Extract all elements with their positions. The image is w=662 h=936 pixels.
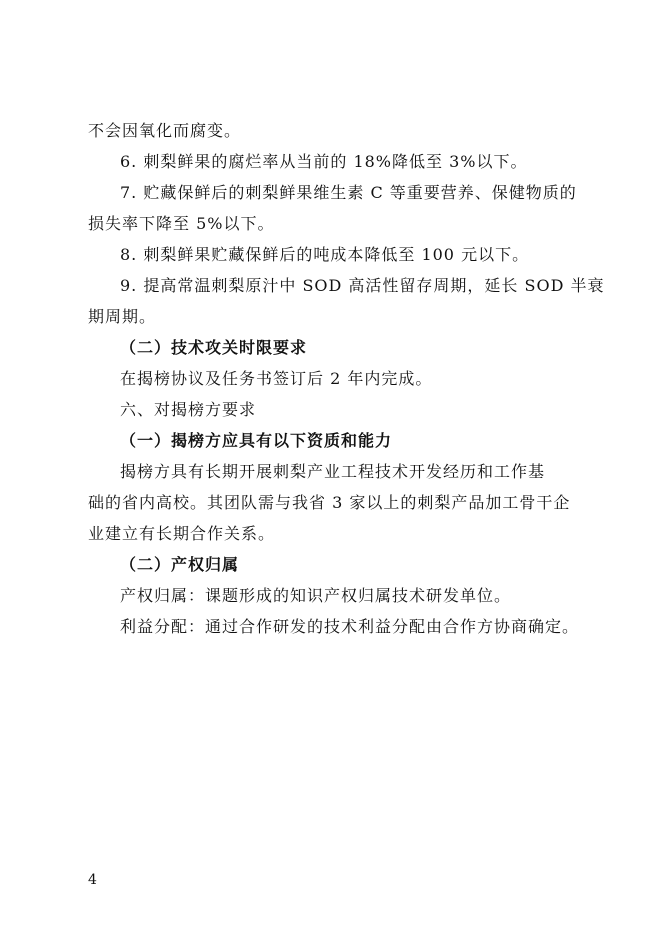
text-line: 揭榜方具有长期开展刺梨产业工程技术开发经历和工作基 (120, 462, 546, 481)
text-line: 期周期。 (88, 307, 157, 326)
section-heading: （二）产权归属 (120, 555, 240, 574)
text-line: 业建立有长期合作关系。 (88, 524, 276, 543)
text-line: 在揭榜协议及任务书签订后 2 年内完成。 (120, 369, 433, 388)
text-line: 7. 贮藏保鲜后的刺梨鲜果维生素 C 等重要营养、保健物质的 (120, 183, 577, 202)
document-body (88, 115, 605, 642)
text-line: 8. 刺梨鲜果贮藏保鲜后的吨成本降低至 100 元以下。 (120, 245, 530, 264)
text-line: 产权归属：课题形成的知识产权归属技术研发单位。 (120, 586, 512, 605)
text-line: 利益分配：通过合作研发的技术利益分配由合作方协商确定。 (120, 617, 580, 636)
section-heading: 六、对揭榜方要求 (120, 400, 257, 419)
text-line: 损失率下降至 5%以下。 (88, 214, 275, 233)
section-heading: （一）揭榜方应具有以下资质和能力 (120, 431, 393, 450)
text-line: 础的省内高校。其团队需与我省 3 家以上的刺梨产品加工骨干企 (88, 493, 571, 512)
page-number: 4 (88, 872, 97, 888)
text-line: 不会因氧化而腐变。 (88, 121, 242, 140)
text-line: 6. 刺梨鲜果的腐烂率从当前的 18%降低至 3%以下。 (120, 152, 528, 171)
section-heading: （二）技术攻关时限要求 (120, 338, 308, 357)
text-line: 9. 提高常温刺梨原汁中 SOD 高活性留存周期，延长 SOD 半衰 (120, 276, 605, 295)
